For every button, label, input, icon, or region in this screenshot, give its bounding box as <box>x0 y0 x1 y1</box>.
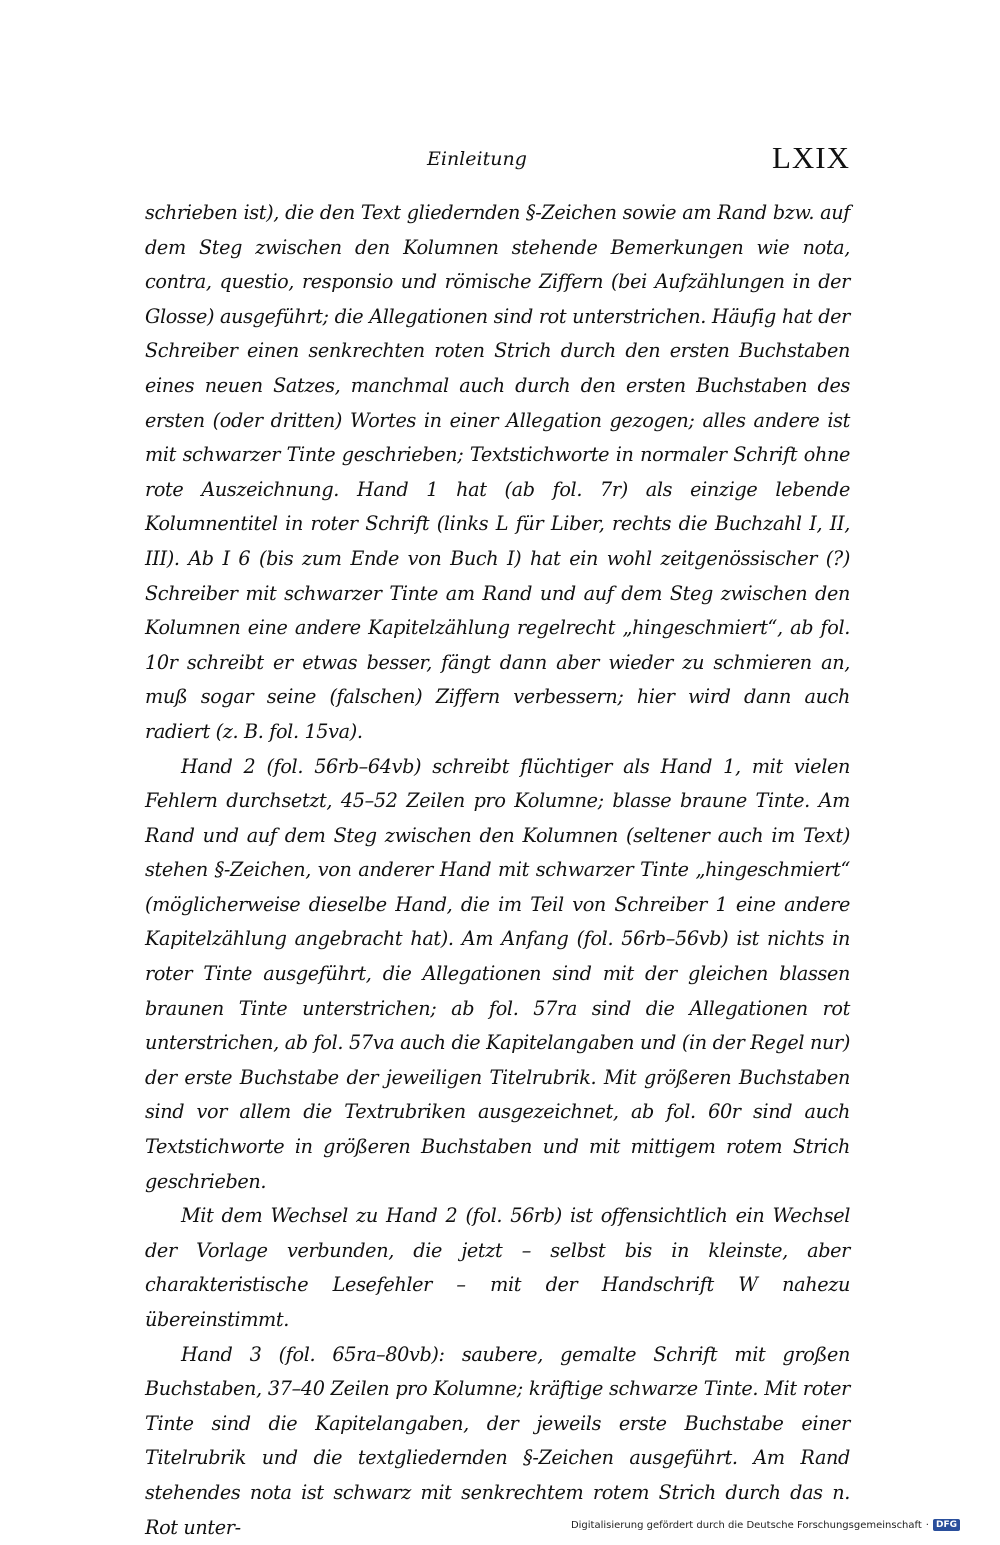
footer-credit-text: Digitalisierung gefördert durch die Deutsche Forschungsgemeinschaft <box>570 1519 922 1531</box>
paragraph-1: schrieben ist), die den Text gliedernden §-Zeichen sowie am Rand bzw. auf dem Steg zwischen den Kolumnen stehende Bemerkungen wie nota, contra, questio, responsio und römische Ziffern (bei Aufzählungen in der Glosse) ausgeführt; die Allegationen sind rot unterstrichen. Häufig hat der Schreiber einen senkrechten roten Strich durch den ersten Buchstaben eines neuen Satzes, manchmal auch durch den ersten Buchstaben des ersten (oder dritten) Wortes in einer Allegation gezogen; alles andere ist mit schwarzer Tinte geschrieben; Textstichworte in normaler Schrift ohne rote Auszeichnung. Hand 1 hat (ab fol. 7r) als einzige lebende Kolumnentitel in roter Schrift (links L für Liber, rechts die Buchzahl I, II, III). Ab I 6 (bis zum Ende von Buch I) hat ein wohl zeitgenössischer (?) Schreiber mit schwarzer Tinte am Rand und auf dem Steg zwischen den Kolumnen eine andere Kapitelzählung regelrecht „hingeschmiert“, ab fol. 10r schreibt er etwas besser, fängt dann aber wieder zu schmieren an, muß sogar seine (falschen) Ziffern verbessern; hier wird dann auch radiert (z. B. fol. 15va). <box>145 201 850 743</box>
body-text <box>145 196 850 1545</box>
dfg-logo-icon: DFG <box>933 1519 960 1531</box>
paragraph-4: Hand 3 (fol. 65ra–80vb): saubere, gemalte Schrift mit großen Buchstaben, 37–40 Zeilen pro Kolumne; kräftige schwarze Tinte. Mit roter Tinte sind die Kapitelangaben, der jeweils erste Buchstabe einer Titelrubrik und die textgliedernden §-Zeichen ausgeführt. Am Rand stehendes nota ist schwarz mit senkrechtem rotem Strich durch das n. Rot unter- <box>145 1342 850 1539</box>
footer-credit: Digitalisierung gefördert durch die Deutsche Forschungsgemeinschaft · DFG <box>571 1519 960 1531</box>
paragraph-2: Hand 2 (fol. 56rb–64vb) schreibt flüchtiger als Hand 1, mit vielen Fehlern durchsetzt, 45–52 Zeilen pro Kolumne; blasse braune Tinte. Am Rand und auf dem Steg zwischen den Kolumnen (seltener auch im Text) stehen §-Zeichen, von anderer Hand mit schwarzer Tinte „hingeschmiert“ (möglicherweise dieselbe Hand, die im Teil von Schreiber 1 eine andere Kapitelzählung angebracht hat). Am Anfang (fol. 56rb–56vb) ist nichts in roter Tinte ausgeführt, die Allegationen sind mit der gleichen blassen braunen Tinte unterstrichen; ab fol. 57ra sind die Allegationen rot unterstrichen, ab fol. 57va auch die Kapitelangaben und (in der Regel nur) der erste Buchstabe der jeweiligen Titelrubrik. Mit größeren Buchstaben sind vor allem die Textrubriken ausgezeichnet, ab fol. 60r sind auch Textstichworte in größeren Buchstaben und mit mittigem rotem Strich geschrieben. <box>145 754 850 1193</box>
paragraph-3: Mit dem Wechsel zu Hand 2 (fol. 56rb) ist offensichtlich ein Wechsel der Vorlage verbunden, die jetzt – selbst bis in kleinste, aber charakteristische Lesefehler – mit der Handschrift W nahezu übereinstimmt. <box>145 1204 850 1331</box>
running-head <box>145 140 850 180</box>
page-number: LXIX <box>771 140 850 175</box>
running-title: Einleitung <box>427 148 527 170</box>
